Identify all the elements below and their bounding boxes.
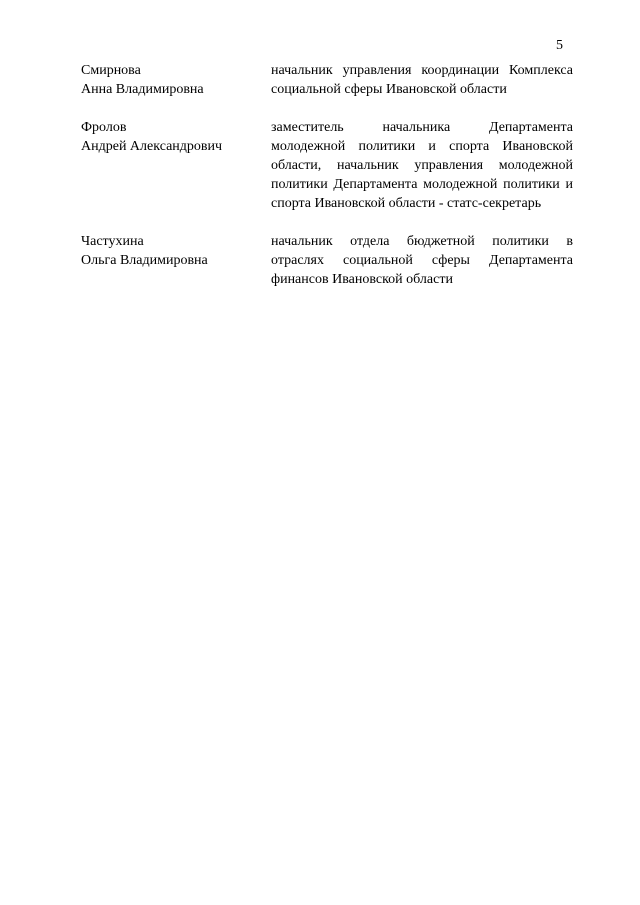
member-given-names: Андрей Александрович: [81, 139, 223, 154]
member-entry: [81, 118, 573, 213]
member-entry: [81, 61, 573, 99]
member-position: заместитель начальника Департамента молодежной политики и спорта Ивановской области, начальник управления молодежной политики Департамента молодежной политики и спорта Ивановской области - статс-секретарь: [271, 120, 573, 211]
member-name: [81, 61, 271, 99]
member-entry: [81, 232, 573, 289]
member-given-names: Ольга Владимировна: [81, 253, 208, 268]
member-surname: Фролов: [81, 120, 127, 135]
member-list: [81, 61, 573, 308]
member-surname: Частухина: [81, 234, 144, 249]
member-position: начальник отдела бюджетной политики в отраслях социальной сферы Департамента финансов Ивановской области: [271, 234, 573, 287]
member-name: [81, 118, 271, 213]
member-position: начальник управления координации Комплекса социальной сферы Ивановской области: [271, 63, 573, 97]
member-surname: Смирнова: [81, 63, 141, 78]
page-number: 5: [556, 38, 563, 53]
member-given-names: Анна Владимировна: [81, 82, 204, 97]
member-name: [81, 232, 271, 289]
